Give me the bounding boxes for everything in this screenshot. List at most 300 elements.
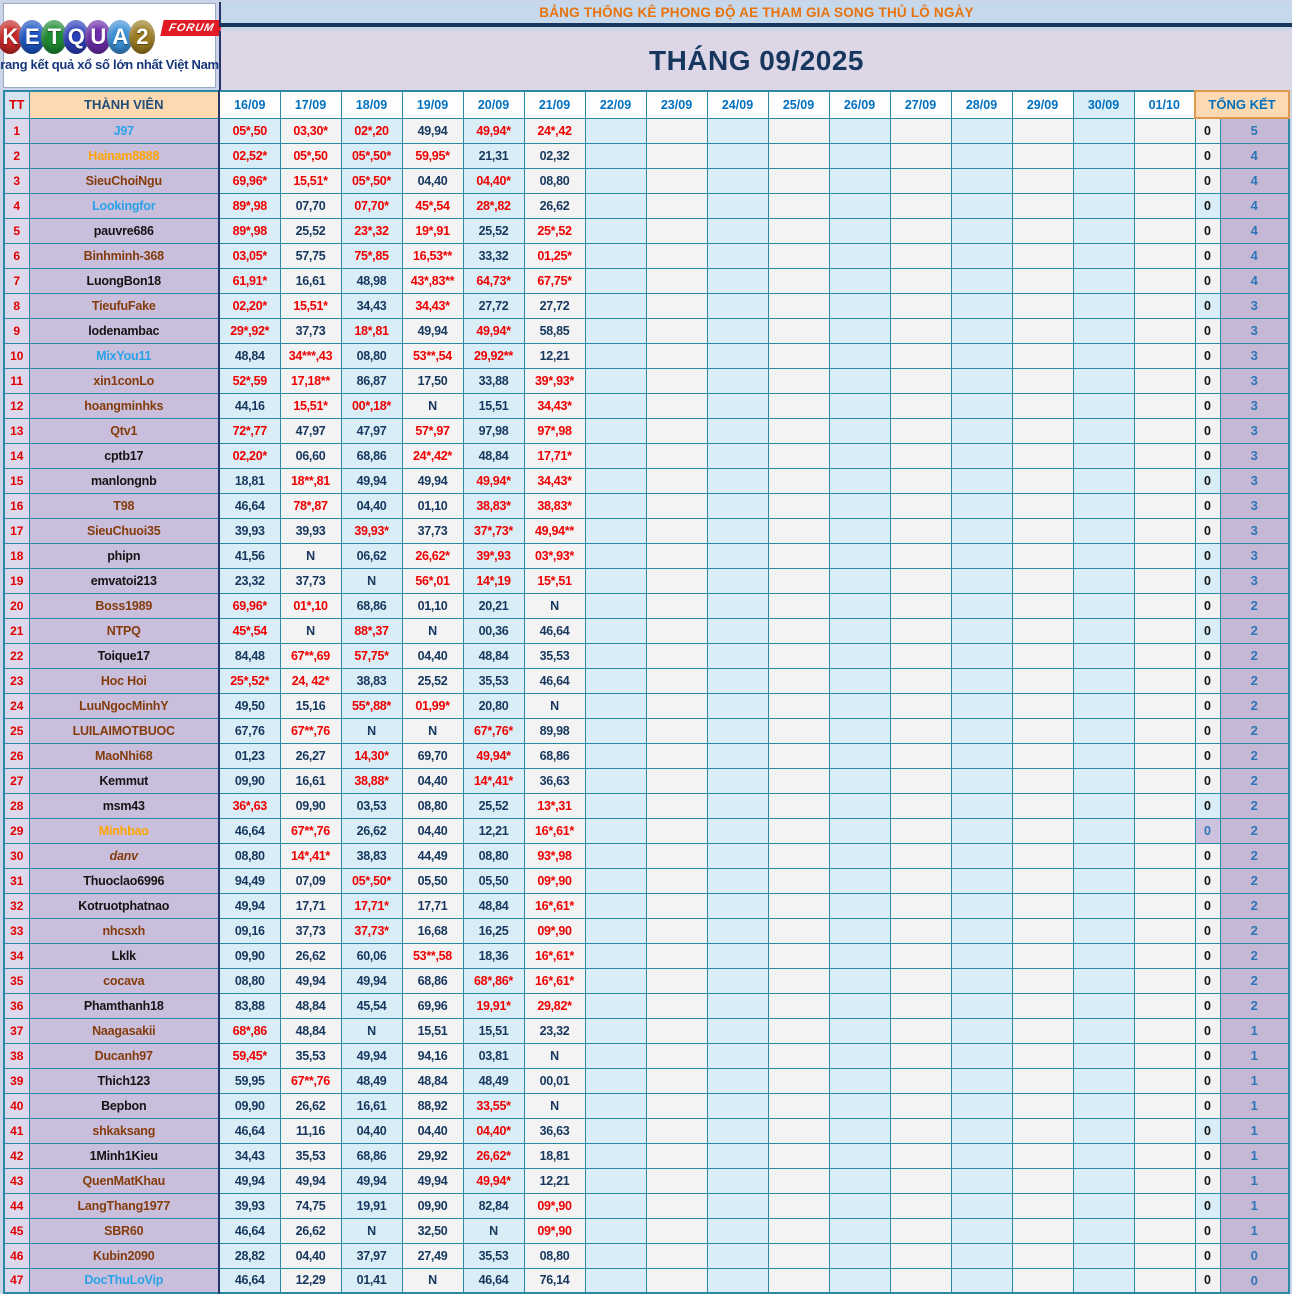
score-cell: 48,98 <box>341 268 402 293</box>
score-cell: 04,40 <box>280 1243 341 1268</box>
logo-letter: U <box>85 20 111 54</box>
empty-cell <box>951 143 1012 168</box>
score-cell: 37,73 <box>280 318 341 343</box>
empty-cell <box>768 768 829 793</box>
empty-cell <box>646 343 707 368</box>
empty-cell <box>890 718 951 743</box>
empty-cell <box>1134 943 1195 968</box>
score-cell: 16*,61* <box>524 968 585 993</box>
score-cell: N <box>524 1093 585 1118</box>
score-cell: 01,23 <box>219 743 280 768</box>
empty-cell <box>1134 843 1195 868</box>
score-cell: 16,61 <box>341 1093 402 1118</box>
empty-cell <box>646 643 707 668</box>
zero-cell: 0 <box>1195 393 1220 418</box>
score-cell: 49,94* <box>463 118 524 143</box>
total-cell: 2 <box>1220 818 1289 843</box>
empty-cell <box>646 1143 707 1168</box>
score-cell: 29*,92* <box>219 318 280 343</box>
empty-cell <box>1073 143 1134 168</box>
empty-cell <box>707 693 768 718</box>
member-name: cptb17 <box>29 443 219 468</box>
score-cell: 09,90 <box>219 1093 280 1118</box>
empty-cell <box>646 568 707 593</box>
empty-cell <box>890 143 951 168</box>
empty-cell <box>890 168 951 193</box>
score-cell: 05*,50* <box>341 143 402 168</box>
empty-cell <box>829 193 890 218</box>
score-cell: 49,94 <box>341 1043 402 1068</box>
empty-cell <box>707 893 768 918</box>
empty-cell <box>829 868 890 893</box>
row-number: 20 <box>4 593 29 618</box>
score-cell: 48,84 <box>463 893 524 918</box>
score-cell: 28,82 <box>219 1243 280 1268</box>
empty-cell <box>585 893 646 918</box>
total-cell: 2 <box>1220 618 1289 643</box>
zero-cell: 0 <box>1195 818 1220 843</box>
empty-cell <box>1012 393 1073 418</box>
score-cell: 06,60 <box>280 443 341 468</box>
score-cell: 02,20* <box>219 293 280 318</box>
row-number: 39 <box>4 1068 29 1093</box>
score-cell: 49,94 <box>402 468 463 493</box>
score-cell: 03,05* <box>219 243 280 268</box>
empty-cell <box>890 568 951 593</box>
row-number: 29 <box>4 818 29 843</box>
empty-cell <box>768 618 829 643</box>
zero-cell: 0 <box>1195 1118 1220 1143</box>
empty-cell <box>890 1143 951 1168</box>
empty-cell <box>707 618 768 643</box>
empty-cell <box>829 1043 890 1068</box>
empty-cell <box>707 1193 768 1218</box>
score-cell: 45*,54 <box>219 618 280 643</box>
empty-cell <box>951 218 1012 243</box>
empty-cell <box>1134 1168 1195 1193</box>
table-row <box>4 593 1289 618</box>
table-row <box>4 518 1289 543</box>
score-cell: 24*,42* <box>402 443 463 468</box>
row-number: 27 <box>4 768 29 793</box>
empty-cell <box>890 693 951 718</box>
score-cell: 97,98 <box>463 418 524 443</box>
empty-cell <box>646 943 707 968</box>
score-cell: 29,92** <box>463 343 524 368</box>
score-cell: 00,36 <box>463 618 524 643</box>
score-cell: N <box>524 593 585 618</box>
empty-cell <box>1073 543 1134 568</box>
score-cell: 05,50 <box>402 868 463 893</box>
table-row <box>4 1068 1289 1093</box>
empty-cell <box>1134 993 1195 1018</box>
empty-cell <box>707 493 768 518</box>
empty-cell <box>768 218 829 243</box>
empty-cell <box>646 443 707 468</box>
empty-cell <box>829 543 890 568</box>
total-cell: 2 <box>1220 893 1289 918</box>
empty-cell <box>1073 1118 1134 1143</box>
empty-cell <box>768 393 829 418</box>
empty-cell <box>890 893 951 918</box>
empty-cell <box>646 518 707 543</box>
empty-cell <box>768 543 829 568</box>
empty-cell <box>951 518 1012 543</box>
score-cell: 12,29 <box>280 1268 341 1293</box>
empty-cell <box>1134 1193 1195 1218</box>
empty-cell <box>829 893 890 918</box>
empty-cell <box>585 518 646 543</box>
empty-cell <box>646 843 707 868</box>
score-cell: 68*,86* <box>463 968 524 993</box>
empty-cell <box>768 868 829 893</box>
empty-cell <box>768 418 829 443</box>
score-cell: 02,20* <box>219 443 280 468</box>
empty-cell <box>1134 1118 1195 1143</box>
empty-cell <box>1073 693 1134 718</box>
score-cell: 38,83* <box>463 493 524 518</box>
total-cell: 2 <box>1220 743 1289 768</box>
empty-cell <box>646 993 707 1018</box>
score-cell: 37,73* <box>341 918 402 943</box>
table-row <box>4 543 1289 568</box>
score-cell: 26,62* <box>463 1143 524 1168</box>
member-name: Hoc Hoi <box>29 668 219 693</box>
empty-cell <box>1012 1018 1073 1043</box>
empty-cell <box>951 1068 1012 1093</box>
empty-cell <box>1073 1243 1134 1268</box>
score-cell: 67,75* <box>524 268 585 293</box>
empty-cell <box>1012 943 1073 968</box>
empty-cell <box>585 143 646 168</box>
col-header-date: 21/09 <box>524 91 585 118</box>
empty-cell <box>1073 618 1134 643</box>
row-number: 34 <box>4 943 29 968</box>
empty-cell <box>768 1118 829 1143</box>
empty-cell <box>646 918 707 943</box>
empty-cell <box>707 1043 768 1068</box>
logo-letter: T <box>41 20 67 54</box>
empty-cell <box>707 318 768 343</box>
zero-cell: 0 <box>1195 868 1220 893</box>
score-cell: 57,75 <box>280 243 341 268</box>
score-cell: 34,43 <box>341 293 402 318</box>
zero-cell: 0 <box>1195 1143 1220 1168</box>
empty-cell <box>829 393 890 418</box>
empty-cell <box>585 218 646 243</box>
empty-cell <box>890 268 951 293</box>
score-cell: 53**,58 <box>402 943 463 968</box>
empty-cell <box>951 1093 1012 1118</box>
empty-cell <box>585 318 646 343</box>
empty-cell <box>707 668 768 693</box>
score-cell: 49,94 <box>341 468 402 493</box>
empty-cell <box>1012 118 1073 143</box>
score-cell: 49,94* <box>463 468 524 493</box>
empty-cell <box>829 618 890 643</box>
score-cell: 04,40 <box>402 768 463 793</box>
empty-cell <box>768 1068 829 1093</box>
score-cell: 33,55* <box>463 1093 524 1118</box>
table-title-banner: BẢNG THỐNG KÊ PHONG ĐỘ AE THAM GIA SONG THỦ LÔ NGÀY <box>219 2 1292 27</box>
empty-cell <box>707 1018 768 1043</box>
empty-cell <box>707 368 768 393</box>
empty-cell <box>585 368 646 393</box>
empty-cell <box>1012 193 1073 218</box>
empty-cell <box>585 743 646 768</box>
score-cell: 47,97 <box>280 418 341 443</box>
empty-cell <box>707 643 768 668</box>
member-name: LuuNgocMinhY <box>29 693 219 718</box>
total-cell: 1 <box>1220 1118 1289 1143</box>
empty-cell <box>646 968 707 993</box>
zero-cell: 0 <box>1195 1218 1220 1243</box>
empty-cell <box>707 193 768 218</box>
total-cell: 2 <box>1220 918 1289 943</box>
score-cell: 20,80 <box>463 693 524 718</box>
empty-cell <box>1012 1168 1073 1193</box>
score-cell: 26,62 <box>280 1093 341 1118</box>
zero-cell: 0 <box>1195 1268 1220 1293</box>
score-cell: 38,83 <box>341 668 402 693</box>
empty-cell <box>890 393 951 418</box>
logo-box <box>0 3 219 88</box>
zero-cell: 0 <box>1195 143 1220 168</box>
empty-cell <box>1134 118 1195 143</box>
empty-cell <box>646 1218 707 1243</box>
score-cell: 02,32 <box>524 143 585 168</box>
score-cell: 75*,85 <box>341 243 402 268</box>
score-cell: 05*,50* <box>341 168 402 193</box>
empty-cell <box>768 1268 829 1293</box>
empty-cell <box>646 393 707 418</box>
empty-cell <box>585 943 646 968</box>
score-cell: 14*,41* <box>463 768 524 793</box>
score-cell: 14*,41* <box>280 843 341 868</box>
score-cell: 84,48 <box>219 643 280 668</box>
zero-cell: 0 <box>1195 1193 1220 1218</box>
logo-letter: A <box>107 20 133 54</box>
score-cell: 34,43* <box>524 393 585 418</box>
total-cell: 1 <box>1220 1018 1289 1043</box>
score-cell: 14*,19 <box>463 568 524 593</box>
member-name: Lklk <box>29 943 219 968</box>
score-cell: 08,80 <box>402 793 463 818</box>
table-row <box>4 493 1289 518</box>
row-number: 19 <box>4 568 29 593</box>
logo-tagline: rang kết quả xổ số lớn nhất Việt Nam <box>0 56 219 72</box>
total-cell: 3 <box>1220 568 1289 593</box>
empty-cell <box>1073 868 1134 893</box>
empty-cell <box>829 1018 890 1043</box>
score-cell: 38,83 <box>341 843 402 868</box>
empty-cell <box>890 968 951 993</box>
score-cell: 49,94 <box>341 968 402 993</box>
empty-cell <box>1012 568 1073 593</box>
total-cell: 2 <box>1220 643 1289 668</box>
member-name: 1Minh1Kieu <box>29 1143 219 1168</box>
table-row <box>4 893 1289 918</box>
score-cell: 23,32 <box>524 1018 585 1043</box>
member-name: Kubin2090 <box>29 1243 219 1268</box>
score-cell: 89*,98 <box>219 218 280 243</box>
empty-cell <box>951 243 1012 268</box>
empty-cell <box>707 1068 768 1093</box>
empty-cell <box>1073 1093 1134 1118</box>
score-cell: 26,62 <box>280 1218 341 1243</box>
empty-cell <box>1012 343 1073 368</box>
empty-cell <box>951 1243 1012 1268</box>
score-cell: N <box>341 718 402 743</box>
score-cell: 07,70 <box>280 193 341 218</box>
empty-cell <box>646 493 707 518</box>
score-cell: 16*,61* <box>524 818 585 843</box>
empty-cell <box>585 568 646 593</box>
empty-cell <box>951 368 1012 393</box>
score-cell: 23*,32 <box>341 218 402 243</box>
empty-cell <box>768 518 829 543</box>
empty-cell <box>1012 318 1073 343</box>
empty-cell <box>1134 568 1195 593</box>
col-header-date: 25/09 <box>768 91 829 118</box>
empty-cell <box>1012 418 1073 443</box>
empty-cell <box>1012 693 1073 718</box>
score-cell: 49,94 <box>280 1168 341 1193</box>
score-cell: 67**,76 <box>280 1068 341 1093</box>
table-row <box>4 168 1289 193</box>
score-cell: 69,96* <box>219 168 280 193</box>
score-cell: 34,43 <box>219 1143 280 1168</box>
row-number: 42 <box>4 1143 29 1168</box>
empty-cell <box>707 393 768 418</box>
score-cell: 46,64 <box>219 818 280 843</box>
score-cell: 36,63 <box>524 1118 585 1143</box>
total-cell: 4 <box>1220 268 1289 293</box>
empty-cell <box>890 218 951 243</box>
empty-cell <box>1073 1018 1134 1043</box>
score-cell: 48,49 <box>463 1068 524 1093</box>
total-cell: 2 <box>1220 993 1289 1018</box>
member-name: Lookingfor <box>29 193 219 218</box>
zero-cell: 0 <box>1195 593 1220 618</box>
score-cell: 35,53 <box>524 643 585 668</box>
empty-cell <box>707 243 768 268</box>
empty-cell <box>1134 318 1195 343</box>
table-row <box>4 668 1289 693</box>
empty-cell <box>951 193 1012 218</box>
empty-cell <box>707 918 768 943</box>
score-cell: 26,62 <box>341 818 402 843</box>
empty-cell <box>829 443 890 468</box>
empty-cell <box>585 868 646 893</box>
score-cell: 35,53 <box>280 1043 341 1068</box>
empty-cell <box>1012 718 1073 743</box>
empty-cell <box>707 868 768 893</box>
empty-cell <box>707 118 768 143</box>
empty-cell <box>890 543 951 568</box>
table-row <box>4 468 1289 493</box>
empty-cell <box>768 268 829 293</box>
score-cell: 48,84 <box>463 643 524 668</box>
empty-cell <box>951 768 1012 793</box>
score-cell: 37,97 <box>341 1243 402 1268</box>
empty-cell <box>1134 168 1195 193</box>
empty-cell <box>829 118 890 143</box>
empty-cell <box>585 818 646 843</box>
member-name: Naagasakii <box>29 1018 219 1043</box>
empty-cell <box>951 1018 1012 1043</box>
total-cell: 2 <box>1220 718 1289 743</box>
score-cell: N <box>402 1268 463 1293</box>
score-cell: 72*,77 <box>219 418 280 443</box>
zero-cell: 0 <box>1195 743 1220 768</box>
empty-cell <box>1134 793 1195 818</box>
score-cell: 41,56 <box>219 543 280 568</box>
empty-cell <box>585 1218 646 1243</box>
score-cell: 04,40 <box>402 643 463 668</box>
empty-cell <box>829 268 890 293</box>
score-cell: N <box>402 393 463 418</box>
empty-cell <box>1012 168 1073 193</box>
table-row <box>4 568 1289 593</box>
score-cell: 68,86 <box>341 443 402 468</box>
empty-cell <box>829 1218 890 1243</box>
empty-cell <box>707 468 768 493</box>
empty-cell <box>1073 743 1134 768</box>
zero-cell: 0 <box>1195 268 1220 293</box>
empty-cell <box>646 368 707 393</box>
score-cell: 08,80 <box>219 843 280 868</box>
empty-cell <box>890 618 951 643</box>
total-cell: 4 <box>1220 218 1289 243</box>
table-row <box>4 1193 1289 1218</box>
score-cell: 68,86 <box>341 1143 402 1168</box>
member-name: LuongBon18 <box>29 268 219 293</box>
total-cell: 3 <box>1220 493 1289 518</box>
score-cell: N <box>280 618 341 643</box>
member-name: cocava <box>29 968 219 993</box>
score-cell: 49,94** <box>524 518 585 543</box>
table-row <box>4 993 1289 1018</box>
empty-cell <box>585 243 646 268</box>
empty-cell <box>1134 443 1195 468</box>
empty-cell <box>829 468 890 493</box>
empty-cell <box>829 643 890 668</box>
empty-cell <box>1012 668 1073 693</box>
row-number: 28 <box>4 793 29 818</box>
score-cell: 89*,98 <box>219 193 280 218</box>
score-cell: 27,49 <box>402 1243 463 1268</box>
empty-cell <box>890 818 951 843</box>
score-cell: 16,61 <box>280 268 341 293</box>
row-number: 38 <box>4 1043 29 1068</box>
empty-cell <box>768 968 829 993</box>
member-name: SieuChuoi35 <box>29 518 219 543</box>
score-cell: 18,81 <box>219 468 280 493</box>
row-number: 44 <box>4 1193 29 1218</box>
score-cell: 03,30* <box>280 118 341 143</box>
logo-letter: K <box>0 20 23 54</box>
empty-cell <box>1012 218 1073 243</box>
member-name: hoangminhks <box>29 393 219 418</box>
table-row <box>4 943 1289 968</box>
ketqua2-logo <box>0 20 155 54</box>
empty-cell <box>1073 968 1134 993</box>
score-cell: 25,52 <box>463 793 524 818</box>
empty-cell <box>951 968 1012 993</box>
table-row <box>4 1168 1289 1193</box>
score-cell: N <box>402 618 463 643</box>
